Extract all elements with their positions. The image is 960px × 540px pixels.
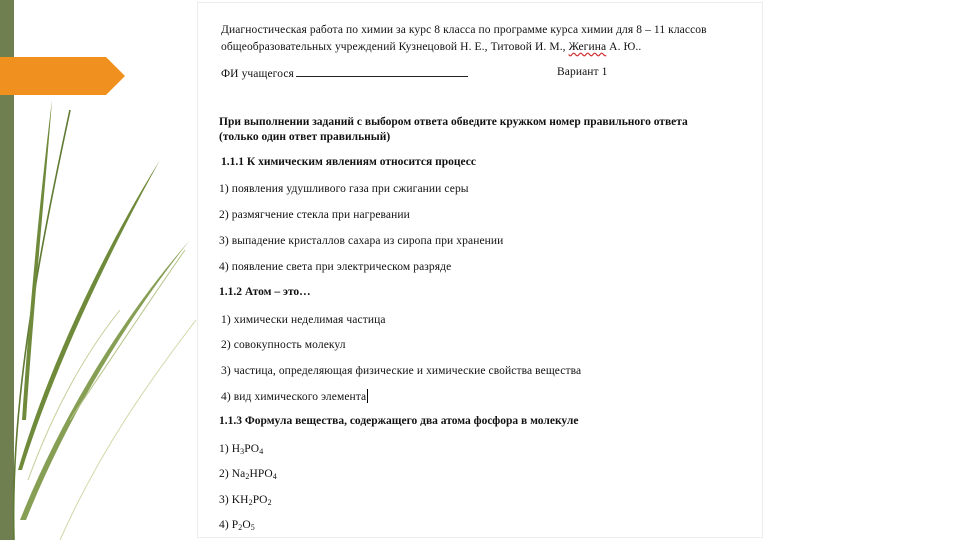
q3-option-4: 4) $P_2O_5$ <box>219 519 255 532</box>
header-line-2: общеобразовательных учреждений Кузнецовой Н. Е., Титовой И. М., Жегина А. Ю.. <box>221 41 642 53</box>
q3-option-2: 2) $Na_2HPO_4$ <box>219 468 277 481</box>
text-cursor <box>367 389 368 403</box>
q1-option-3: 3) выпадение кристаллов сахара из сиропа при хранении <box>219 235 504 247</box>
q2-title: 1.1.2 Атом – это… <box>219 286 311 298</box>
q2-option-1: 1) химически неделимая частица <box>221 314 386 326</box>
q1-option-1: 1) появления удушливого газа при сжигании серы <box>219 183 469 195</box>
spellcheck-word: Жегина <box>568 41 607 53</box>
q1-option-4: 4) появление света при электрическом разряде <box>219 261 452 273</box>
q1-option-2: 2) размягчение стекла при нагревании <box>219 209 410 221</box>
q2-option-4: 4) вид химического элемента <box>221 391 367 403</box>
variant-label: Вариант 1 <box>557 66 608 78</box>
q3-title: 1.1.3 Формула вещества, содержащего два атома фосфора в молекуле <box>219 415 579 427</box>
student-label: ФИ учащегося <box>221 68 294 80</box>
instruction-line-2: (только один ответ правильный) <box>219 131 391 143</box>
header-line-1: Диагностическая работа по химии за курс 8 класса по программе курса химии для 8 – 11 классов <box>221 24 707 36</box>
name-blank <box>296 66 468 77</box>
student-line <box>221 66 741 80</box>
q2-option-2: 2) совокупность молекул <box>221 339 346 351</box>
q1-title: 1.1.1 К химическим явлениям относится процесс <box>221 156 476 168</box>
orange-arrow-shape <box>0 57 125 95</box>
q2-option-3: 3) частица, определяющая физические и химические свойства вещества <box>221 365 582 377</box>
instruction-line-1: При выполнении заданий с выбором ответа обведите кружком номер правильного ответа <box>219 116 688 128</box>
document-page <box>198 3 762 537</box>
q3-option-3: 3) $KH_2PO_2$ <box>219 494 272 507</box>
q3-option-1: 1) $H_3PO_4$ <box>219 443 264 456</box>
